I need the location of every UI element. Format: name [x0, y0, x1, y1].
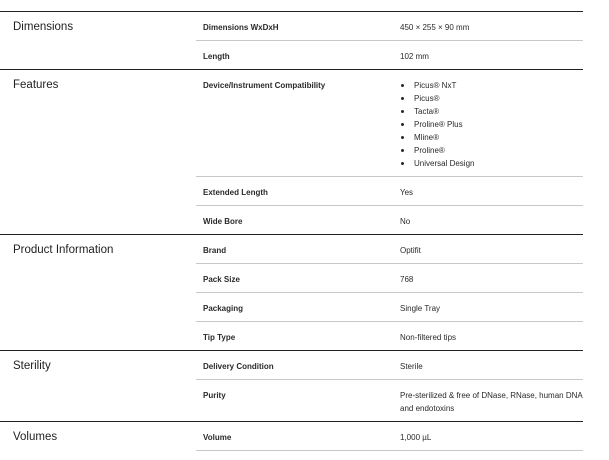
- spec-label: Volume: [203, 433, 232, 442]
- row-divider: [196, 263, 583, 264]
- list-item: Mline®: [400, 131, 474, 144]
- spec-label: Wide Bore: [203, 217, 243, 226]
- section-divider: [0, 69, 583, 70]
- spec-label: Delivery Condition: [203, 362, 274, 371]
- spec-label: Purity: [203, 391, 226, 400]
- section-title-features: Features: [13, 79, 59, 91]
- spec-label: Brand: [203, 246, 227, 255]
- section-title-dimensions: Dimensions: [13, 21, 74, 33]
- section-title-sterility: Sterility: [13, 360, 51, 372]
- spec-label: Packaging: [203, 304, 244, 313]
- bullet-icon: [401, 97, 404, 100]
- row-divider: [196, 379, 583, 380]
- list-item: Picus®: [400, 92, 474, 105]
- bullet-icon: [401, 84, 404, 87]
- row-divider: [196, 292, 583, 293]
- section-title-volumes: Volumes: [13, 431, 58, 443]
- row-divider: [196, 205, 583, 206]
- spec-value: 450 × 255 × 90 mm: [400, 23, 470, 32]
- bullet-icon: [401, 110, 404, 113]
- bullet-icon: [401, 162, 404, 165]
- bullet-icon: [401, 149, 404, 152]
- spec-label: Device/Instrument Compatibility: [203, 81, 326, 90]
- compatibility-list: [400, 79, 474, 170]
- spec-label: Tip Type: [203, 333, 236, 342]
- spec-value: Optifit: [400, 246, 421, 255]
- row-divider: [196, 176, 583, 177]
- spec-value: Non-filtered tips: [400, 333, 457, 342]
- spec-value: Yes: [400, 188, 414, 197]
- section-divider: [0, 234, 583, 235]
- list-item: Proline®: [400, 144, 474, 157]
- spec-value: 768: [400, 275, 414, 284]
- list-item: Proline® Plus: [400, 118, 474, 131]
- section-title-product-information: Product Information: [13, 244, 114, 256]
- spec-value: Single Tray: [400, 304, 441, 313]
- spec-value: 1,000 µL: [400, 433, 432, 442]
- section-divider: [0, 421, 583, 422]
- list-item: Universal Design: [400, 157, 474, 170]
- section-divider: [0, 350, 583, 351]
- spec-label: Length: [203, 52, 230, 61]
- bullet-icon: [401, 123, 404, 126]
- spec-value: 102 mm: [400, 52, 429, 61]
- spec-label: Pack Size: [203, 275, 240, 284]
- section-divider: [0, 11, 583, 12]
- spec-value: No: [400, 217, 411, 226]
- list-item: Picus® NxT: [400, 79, 474, 92]
- list-item: Tacta®: [400, 105, 474, 118]
- row-divider: [196, 321, 583, 322]
- row-divider: [196, 40, 583, 41]
- spec-value: Pre-sterilized & free of DNase, RNase, human DNA and endotoxins: [400, 391, 583, 413]
- spec-label: Dimensions WxDxH: [203, 23, 279, 32]
- bullet-icon: [401, 136, 404, 139]
- spec-label: Extended Length: [203, 188, 268, 197]
- spec-value: Sterile: [400, 362, 423, 371]
- row-divider: [196, 450, 583, 451]
